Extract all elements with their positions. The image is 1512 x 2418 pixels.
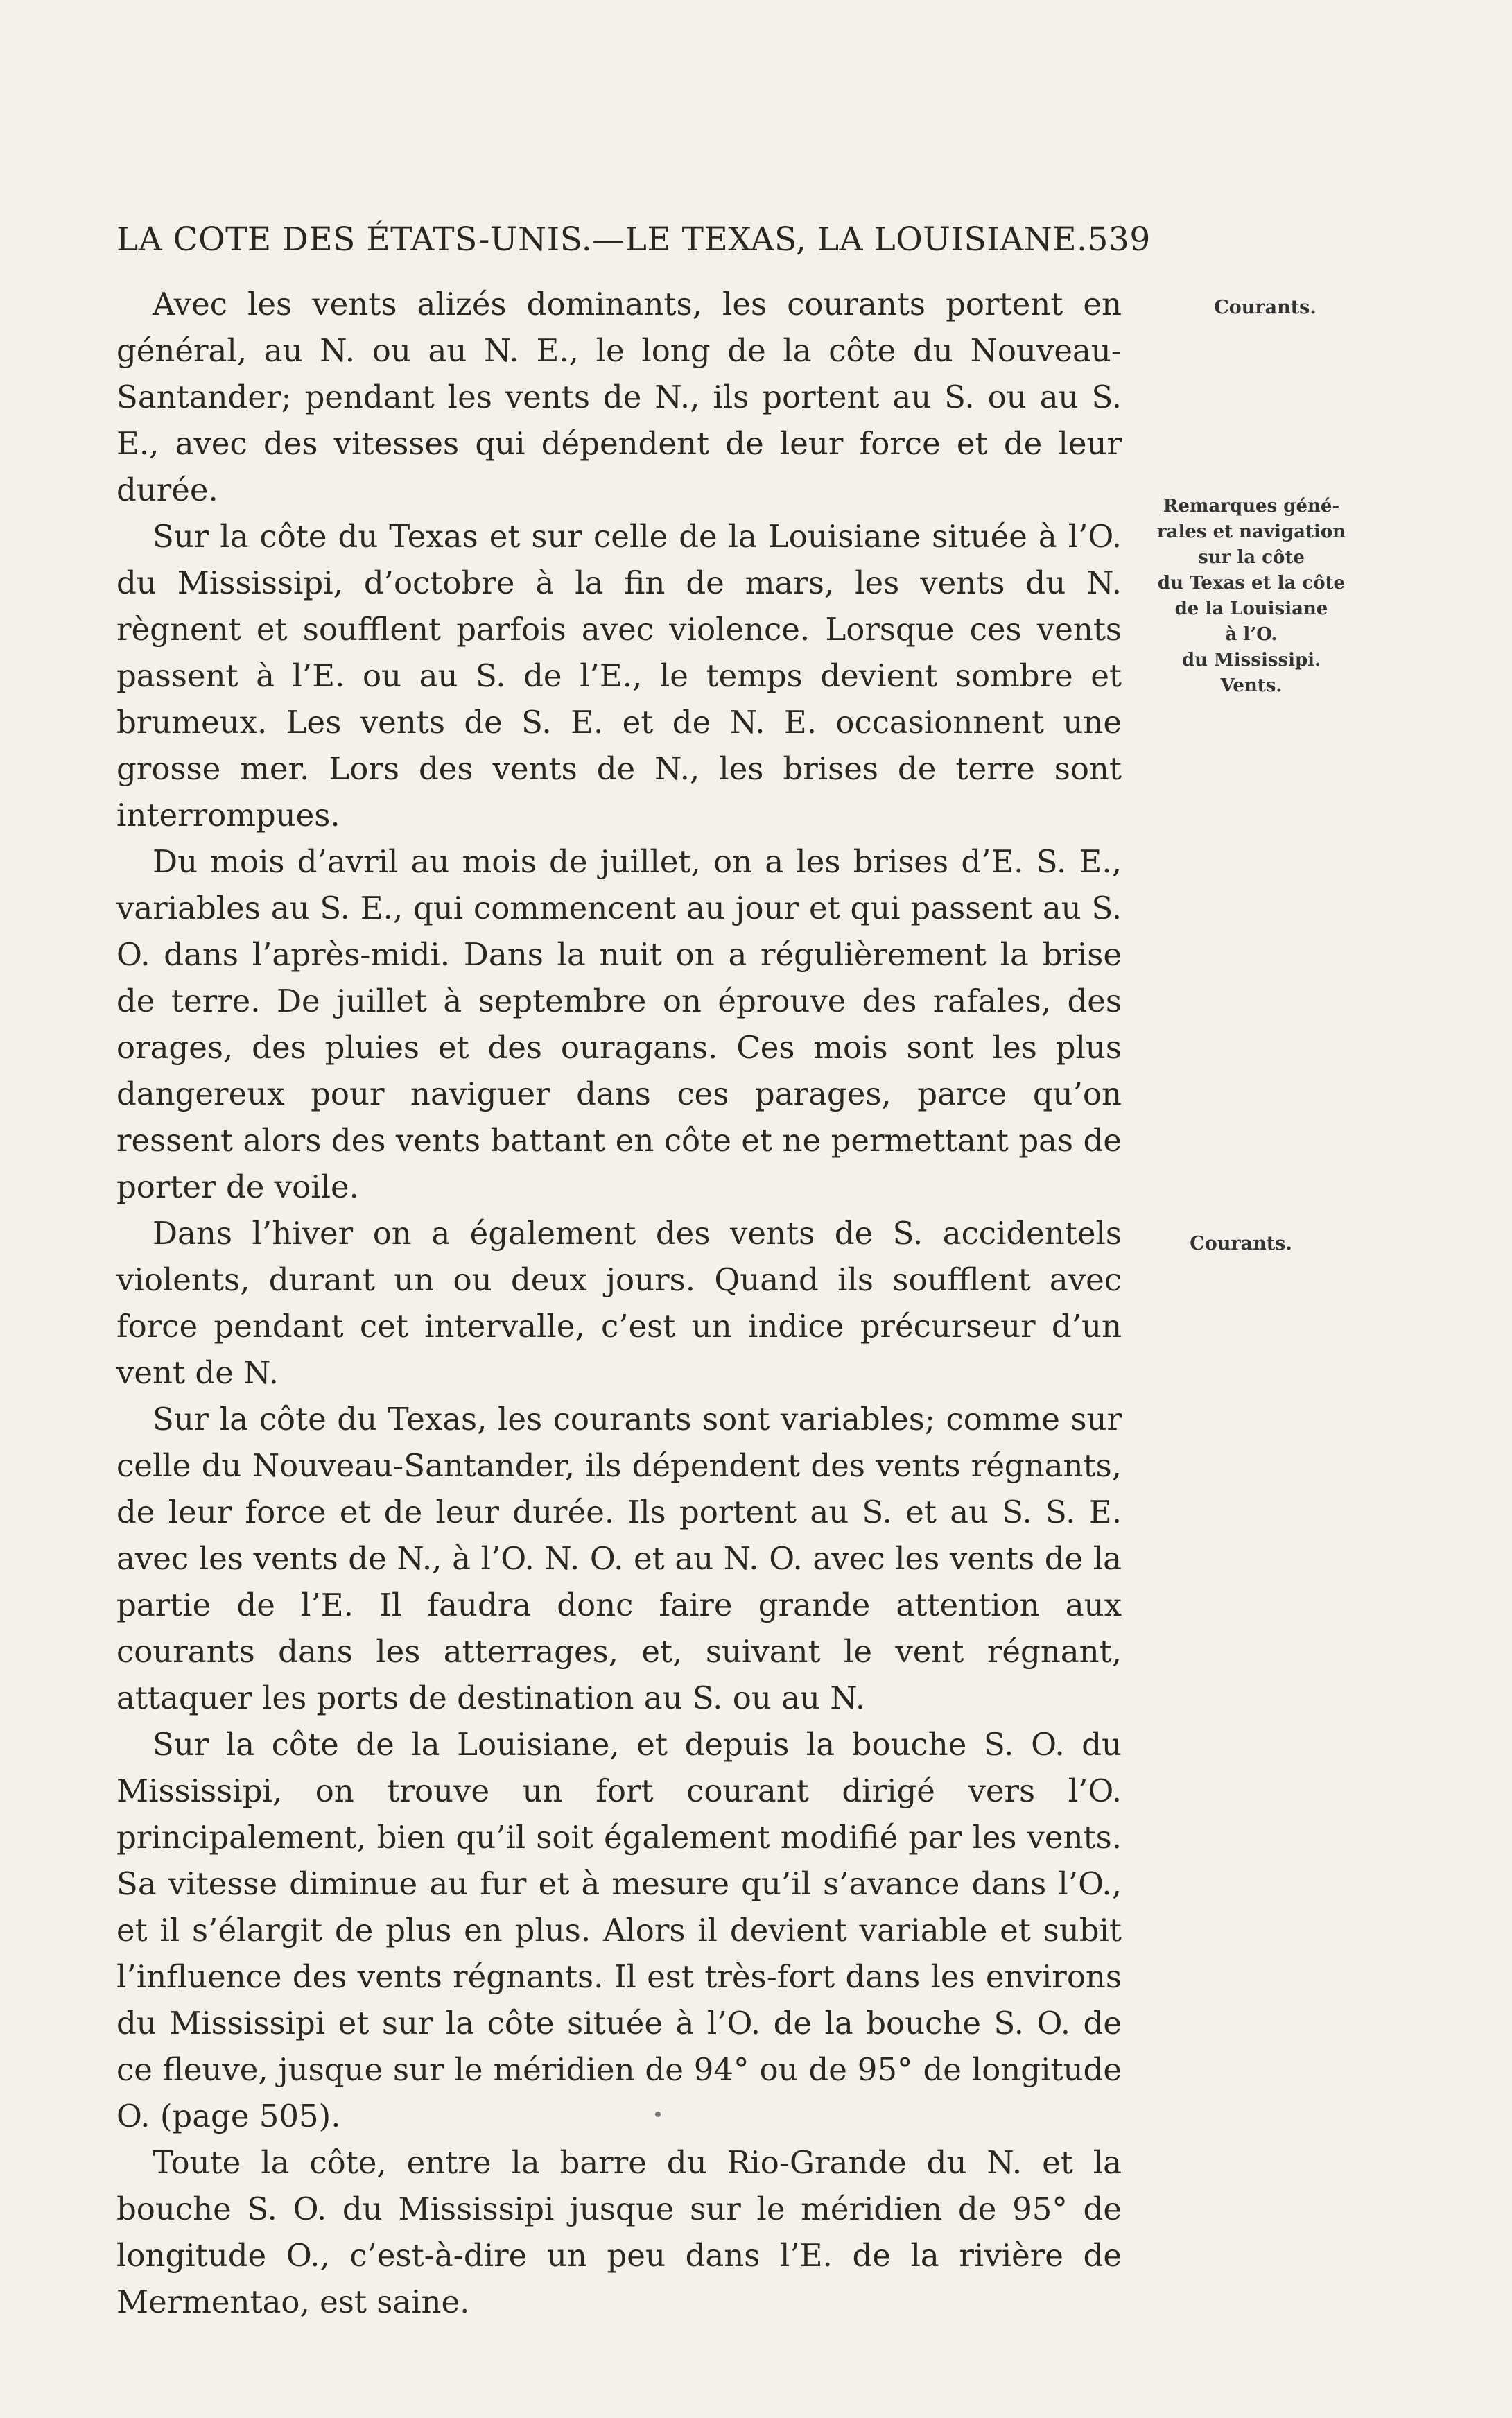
paragraph-7: Toute la côte, entre la barre du Rio-Grande du N. et la bouche S. O. du Mississipi jusque sur le méridien de 95° de longitude O., c’est-à-dire un peu dans l’E. de la rivière de Mermentao, est saine. — [116, 2144, 1122, 2320]
print-speck — [655, 2112, 661, 2117]
running-header — [116, 221, 1151, 259]
margin-note-line: de la Louisiane — [1174, 598, 1328, 619]
paragraph-2: Sur la côte du Texas et sur celle de la Louisiane située à l’O. du Mississipi, d’octobre à la fin de mars, les vents du N. règnent et soufflent parfois avec violence. Lorsque ces vents passent à l’E. ou au S. de l’E., le temps devient sombre et brumeux. Les vents de S. E. et de N. E. occasionnent une grosse mer. Lors des vents de N., les brises de terre sont interrompues. — [116, 518, 1122, 834]
header-title: LA COTE DES ÉTATS-UNIS.—LE TEXAS, LA LOUISIANE. — [116, 221, 1088, 259]
margin-note-line: du Mississipi. — [1181, 650, 1321, 671]
margin-note-line: rales et navigation — [1156, 521, 1346, 542]
margin-note-courants-1: Courants. — [1214, 297, 1317, 318]
margin-note-line: du Texas et la côte — [1157, 573, 1346, 594]
margin-note-line: sur la côte — [1198, 547, 1305, 568]
page-number: 539 — [1087, 221, 1151, 259]
paragraph-5: Sur la côte du Texas, les courants sont variables; comme sur celle du Nouveau-Santander, ils dépendent des vents régnants, de leur force et de leur durée. Ils portent au S. et au S. S. E. avec les vents de N., à l’O. N. O. et au N. O. avec les vents de la partie de l’E. Il faudra donc faire grande attention aux courants dans les atterrages, et, suivant le vent régnant, attaquer les ports de destination au S. ou au N. — [116, 1401, 1122, 1716]
paragraph-6: Sur la côte de la Louisiane, et depuis la bouche S. O. du Mississipi, on trouve un fort courant dirigé vers l’O. principalement, bien qu’il soit également modifié par les vents. Sa vitesse diminue au fur et à mesure qu’il s’avance dans l’O., et il s’élargit de plus en plus. Alors il devient variable et subit l’influence des vents régnants. Il est très-fort dans les environs du Mississipi et sur la côte située à l’O. de la bouche S. O. de ce fleuve, jusque sur le méridien de 94° ou de 95° de longitude O. (page 505). — [116, 1726, 1122, 2134]
main-text — [116, 281, 1122, 2325]
paragraph-1: Avec les vents alizés dominants, les courants portent en général, au N. ou au N. E., le long de la côte du Nouveau-Santander; pendant les vents de N., ils portent au S. ou au S. E., avec des vitesses qui dépendent de leur force et de leur durée. — [116, 286, 1122, 508]
margin-note-line: à l’O. — [1225, 624, 1278, 645]
margin-note-line: Vents. — [1220, 675, 1283, 696]
margin-note-line: Remarques géné- — [1163, 496, 1340, 517]
margin-note-remarques — [1137, 494, 1366, 699]
paragraph-4: Dans l’hiver on a également des vents de S. accidentels violents, durant un ou deux jours. Quand ils soufflent avec force pendant cet intervalle, c’est un indice précurseur d’un vent de N. — [116, 1215, 1122, 1391]
paragraph-3: Du mois d’avril au mois de juillet, on a les brises d’E. S. E., variables au S. E., qui commencent au jour et qui passent au S. O. dans l’après-midi. Dans la nuit on a régulièrement la brise de terre. De juillet à septembre on éprouve des rafales, des orages, des pluies et des ouragans. Ces mois sont les plus dangereux pour naviguer dans ces parages, parce qu’on ressent alors des vents battant en côte et ne permettant pas de porter de voile. — [116, 843, 1122, 1205]
margin-note-courants-2: Courants. — [1190, 1233, 1292, 1254]
